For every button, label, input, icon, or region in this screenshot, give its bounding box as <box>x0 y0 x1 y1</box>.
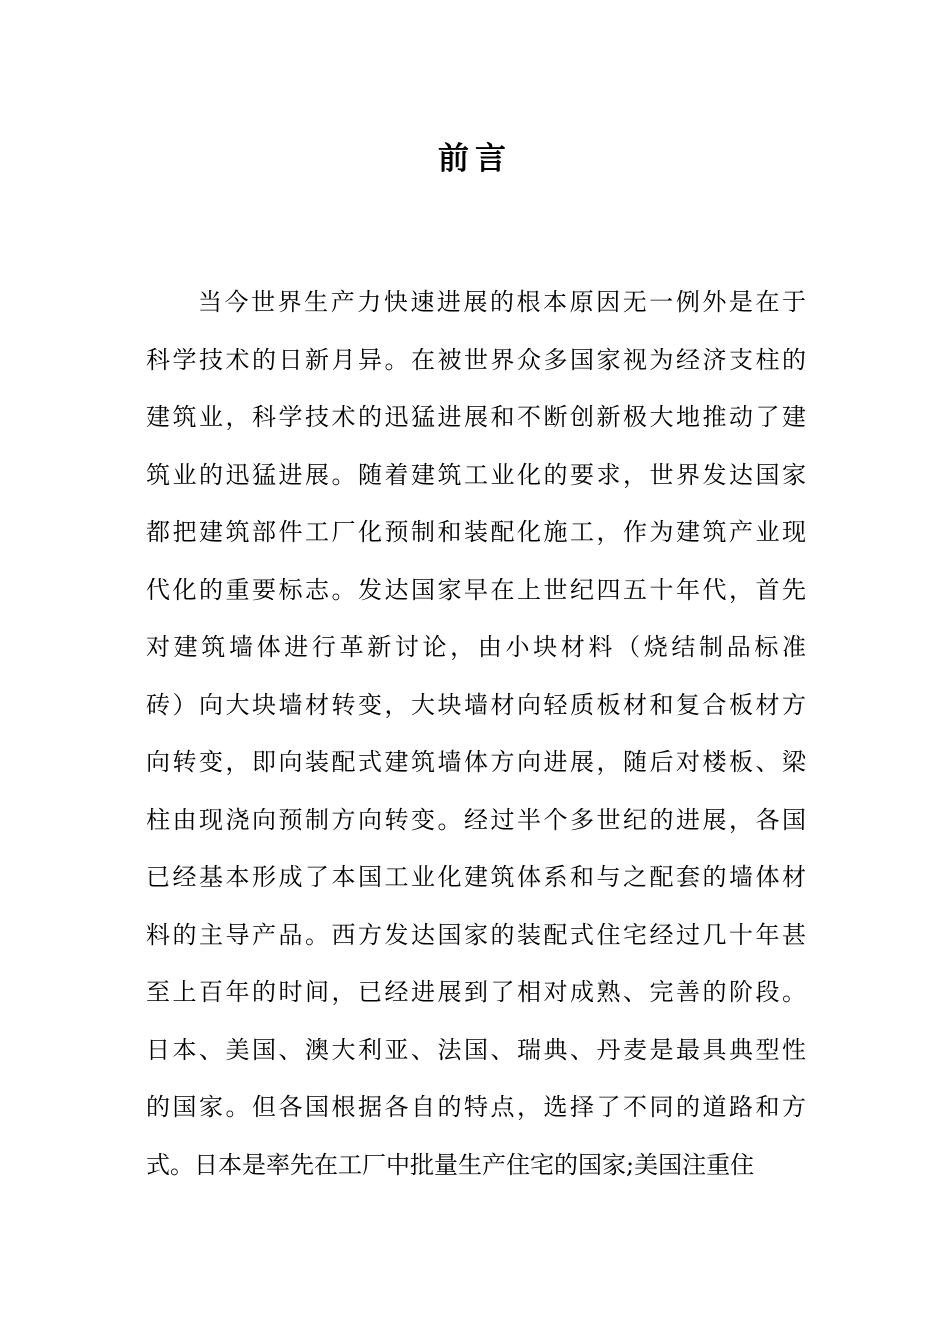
text-line: 砖）向大块墙材转变，大块墙材向轻质板材和复合板材方 <box>146 690 806 719</box>
text-line: 已经基本形成了本国工业化建筑体系和与之配套的墙体材 <box>146 863 806 891</box>
text-line: 向转变，即向装配式建筑墙体方向进展，随后对楼板、梁 <box>146 748 806 776</box>
text-line: 都把建筑部件工厂化预制和装配化施工，作为建筑产业现 <box>146 518 806 546</box>
text-line: 的国家。但各国根据各自的特点，选择了不同的道路和方 <box>146 1093 806 1121</box>
text-line: 筑业的迅猛进展。随着建筑工业化的要求，世界发达国家 <box>146 460 806 489</box>
text-line: 料的主导产品。西方发达国家的装配式住宅经过几十年甚 <box>146 920 806 949</box>
text-line: 对建筑墙体进行革新讨论，由小块材料（烧结制品标准 <box>146 633 806 661</box>
text-line: 至上百年的时间，已经进展到了相对成熟、完善的阶段。 <box>146 978 806 1006</box>
text-line: 代化的重要标志。发达国家早在上世纪四五十年代，首先 <box>146 575 806 604</box>
body-paragraph <box>146 274 806 1194</box>
text-line: 日本、美国、澳大利亚、法国、瑞典、丹麦是最具典型性 <box>146 1035 806 1064</box>
text-line: 柱由现浇向预制方向转变。经过半个多世纪的进展，各国 <box>146 805 806 834</box>
text-line: 建筑业，科学技术的迅猛进展和不断创新极大地推动了建 <box>146 403 806 431</box>
text-line: 科学技术的日新月异。在被世界众多国家视为经济支柱的 <box>146 345 806 374</box>
text-line: 式。日本是率先在工厂中批量生产住宅的国家;美国注重住 <box>146 1150 755 1179</box>
text-line: 当今世界生产力快速进展的根本原因无一例外是在于 <box>198 288 806 316</box>
page-title: 前言 <box>438 141 512 177</box>
